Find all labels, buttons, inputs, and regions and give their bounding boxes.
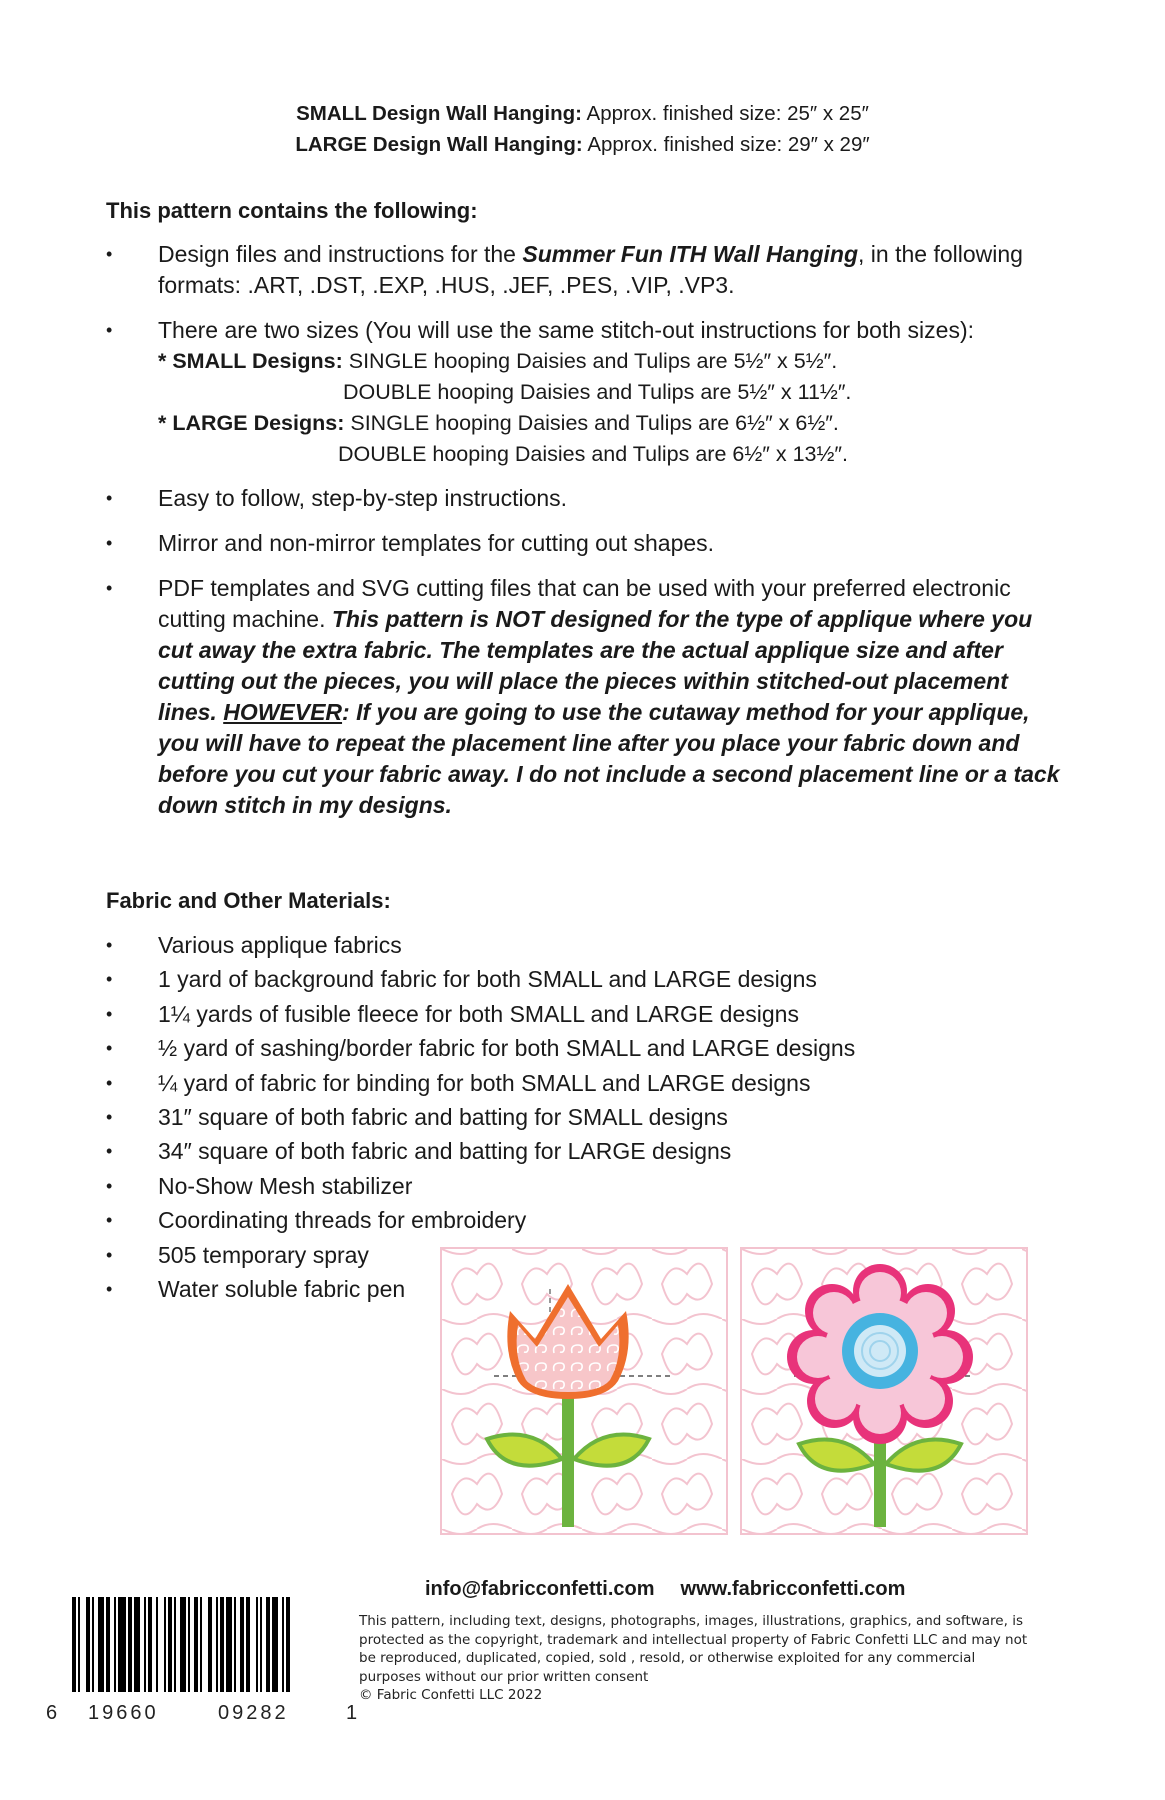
email-link[interactable]: info@fabricconfetti.com [425, 1578, 655, 1600]
barcode-bar [240, 1597, 244, 1692]
barcode-bar [194, 1597, 198, 1692]
contents-item-formats: • Design files and instructions for the Summer Fun ITH Wall Hanging, in the following formats: .ART, .DST, .EXP, .HUS, .JEF, .PES, .VIP, .VP3. [106, 239, 1066, 301]
contents-item-sizes: • There are two sizes (You will use the same stitch-out instructions for both sizes): * SMALL Designs: SINGLE hooping Daisies and Tulips are 5½″ x 5½″. DOUBLE hooping Daisies and Tulips are 5½″ x 11½″. * LARGE Designs: SINGLE hooping Daisies and Tulips are 6½″ x 6½″. DOUBLE hooping Daisies and Tulips are 6½″ x 13½″. [106, 315, 1066, 470]
material-item: • No-Show Mesh stabilizer [106, 1169, 906, 1203]
daisy-illustration [742, 1249, 1026, 1533]
tulip-illustration [442, 1249, 726, 1533]
contents-heading: This pattern contains the following: [106, 198, 478, 223]
contents-list [106, 239, 1066, 835]
barcode-bar [128, 1597, 132, 1692]
barcode-bar [118, 1597, 126, 1692]
barcode-bar [220, 1597, 224, 1692]
barcode-bar [72, 1597, 76, 1692]
material-item: • 505 temporary spray [106, 1238, 906, 1272]
barcode-bar [260, 1597, 262, 1692]
barcode-bar [156, 1597, 158, 1692]
large-size-line: LARGE Design Wall Hanging: Approx. finished size: 29″ x 29″ [295, 133, 870, 156]
barcode-bar [188, 1597, 190, 1692]
barcode-bar [208, 1597, 212, 1692]
barcode-bar [272, 1597, 278, 1692]
large-double-line: DOUBLE hooping Daisies and Tulips are 6½″ x 13½″. [338, 442, 849, 466]
barcode-bar [266, 1597, 270, 1692]
small-designs-line: * SMALL Designs: SINGLE hooping Daisies and Tulips are 5½″ x 5½″. [158, 349, 838, 373]
barcode-bar [92, 1597, 94, 1692]
barcode-bar [246, 1597, 250, 1692]
contents-item-templates: • Mirror and non-mirror templates for cutting out shapes. [106, 528, 1066, 559]
large-designs-line: * LARGE Designs: SINGLE hooping Daisies and Tulips are 6½″ x 6½″. [158, 411, 839, 435]
barcode-bar [226, 1597, 232, 1692]
material-item: • 1 yard of background fabric for both SMALL and LARGE designs [106, 962, 906, 996]
barcode-bar [174, 1597, 176, 1692]
barcode-bar [282, 1597, 284, 1692]
barcode-bar [168, 1597, 172, 1692]
copyright: © Fabric Confetti LLC 2022 [359, 1687, 543, 1703]
daisy-block-image [740, 1247, 1028, 1535]
barcode-bar [114, 1597, 116, 1692]
tulip-block-image [440, 1247, 728, 1535]
barcode-bar [216, 1597, 218, 1692]
barcode-digits-left: 19660 [88, 1702, 159, 1724]
contents-item-instructions: • Easy to follow, step-by-step instructions. [106, 483, 1066, 514]
contact-line [425, 1578, 931, 1601]
legal-notice: This pattern, including text, designs, photographs, images, illustrations, graphics, and software, is protected as the copyright, trademark and intellectual property of Fabric Confetti LLC and may not be reproduced, duplicated, copied, sold , resold, or otherwise exploited for any commercial purposes without our prior written consent © Fabric Confetti LLC 2022 [359, 1612, 1039, 1705]
barcode-bar [134, 1597, 140, 1692]
material-item: • Water soluble fabric pen [106, 1272, 906, 1306]
barcode-digit-prefix: 6 [46, 1702, 58, 1724]
tulip-stem [562, 1389, 574, 1527]
website-link[interactable]: www.fabricconfetti.com [680, 1578, 906, 1600]
barcode-bar [106, 1597, 110, 1692]
pattern-title: Summer Fun ITH Wall Hanging [522, 241, 859, 267]
barcode [72, 1597, 340, 1692]
barcode-bar [148, 1597, 152, 1692]
barcode-bar [256, 1597, 258, 1692]
material-item: • ¼ yard of fabric for binding for both SMALL and LARGE designs [106, 1066, 906, 1100]
barcode-digit-suffix: 1 [346, 1702, 358, 1724]
barcode-bar [78, 1597, 80, 1692]
barcode-bar [98, 1597, 104, 1692]
material-item: • 1¼ yards of fusible fleece for both SMALL and LARGE designs [106, 997, 906, 1031]
barcode-bar [200, 1597, 202, 1692]
material-item: • 34″ square of both fabric and batting for LARGE designs [106, 1134, 906, 1168]
size-info [0, 98, 1165, 160]
materials-heading: Fabric and Other Materials: [106, 888, 391, 913]
material-item: • ½ yard of sashing/border fabric for both SMALL and LARGE designs [106, 1031, 906, 1065]
material-item: • Coordinating threads for embroidery [106, 1203, 906, 1237]
barcode-bar [234, 1597, 236, 1692]
barcode-bar [144, 1597, 146, 1692]
small-size-line: SMALL Design Wall Hanging: Approx. finished size: 25″ x 25″ [296, 102, 869, 125]
material-item: • Various applique fabrics [106, 928, 906, 962]
barcode-bar [286, 1597, 290, 1692]
barcode-digits-right: 09282 [218, 1702, 289, 1724]
material-item: • 31″ square of both fabric and batting for SMALL designs [106, 1100, 906, 1134]
contents-item-pdf-svg: • PDF templates and SVG cutting files that can be used with your preferred electronic cutting machine. This pattern is NOT designed for the type of applique where you cut away the extra fabric. The templates are the actual applique size and after cutting out the pieces, you will place the pieces within stitched-out placement lines. HOWEVER: If you are going to use the cutaway method for your applique, you will have to repeat the placement line after you place your fabric down and before you cut your fabric away. I do not include a second placement line or a tack down stitch in my designs. [106, 573, 1066, 821]
small-double-line: DOUBLE hooping Daisies and Tulips are 5½″ x 11½″. [343, 380, 852, 404]
barcode-bar [180, 1597, 186, 1692]
barcode-bar [86, 1597, 90, 1692]
barcode-bar [164, 1597, 166, 1692]
